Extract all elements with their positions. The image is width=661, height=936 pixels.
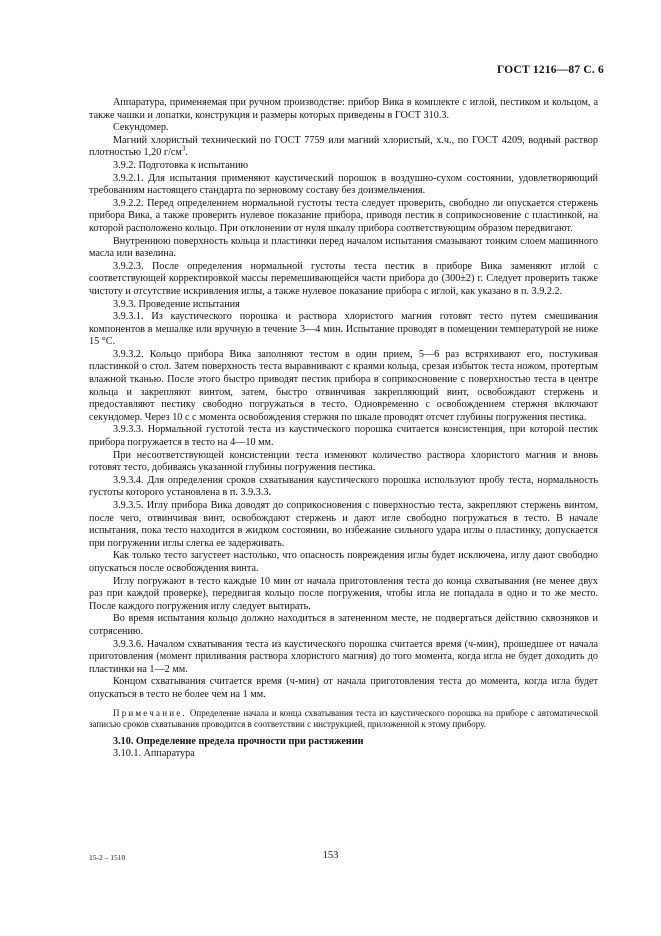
page-number: 153 <box>322 850 339 861</box>
paragraph-3-9-2-3: 3.9.2.3. После определения нормальной густоты теста пестик в приборе Вика заменяют иглой с соответствующей корректировкой массы перемешивающейся части прибора до (300±2) г. Следует проверить также чистоту и отсутствие искривления иглы, а также нулевое показание прибора с иглой, как указано в п. 3.9.2.2. <box>89 260 598 297</box>
paragraph-stopwatch: Секундомер. <box>113 122 169 134</box>
density-period: . <box>185 147 188 159</box>
paragraph-apparatus: Аппаратура, применяемая при ручном производстве: прибор Вика в комплекте с иглой, пестиком и кольцом, а также чашки и лопатки, конструкция и размеры которых приведены в ГОСТ 310.3. <box>89 97 598 121</box>
footer-code: 15-2 – 1510 <box>89 853 126 862</box>
paragraph-magnesium-chloride <box>89 135 598 160</box>
document-body <box>89 97 598 761</box>
paragraph-3-9-3-3: 3.9.3.3. Нормальной густотой теста из каустического порошка считается консистенция, при которой пестик прибора погружается в тесто на 4—10 мм. <box>89 424 598 449</box>
paragraph-consistency-adjust: При несоответствующей консистенции теста изменяют количество раствора хлористого магния и вновь готовят тесто, добиваясь указанной глубины погружения пестика. <box>89 449 598 474</box>
paragraph-ring-lubrication: Внутреннюю поверхность кольца и пластинки перед началом испытания смазывают тонким слоем машинного масла или вазелина. <box>89 235 598 260</box>
paragraph-needle-free-fall: Как только тесто загустеет настолько, что опасность повреждения иглы будет исключена, иглу дают свободно опускаться после освобождения винта. <box>89 550 598 574</box>
paragraph-shaded-place: Во время испытания кольцо должно находиться в затененном месте, не подвергаться действию сквозняков и сотрясению. <box>89 613 598 637</box>
section-title: 3.10. Определение предела прочности при растяжении <box>113 735 364 747</box>
paragraph-3-9-3-5: 3.9.3.5. Иглу прибора Вика доводят до соприкосновения с поверхностью теста, закрепляют стержень винтом, после чего, отвинчивая винт, освобождают стержень и дают игле свободно погружаться в тесто. В начале испытания, пока тесто находится в жидком состоянии, во избежание сильного удара иглы о пластинку, допускается при погружении иглы слегка ее задерживать. <box>89 500 598 549</box>
note-text: Определение начала и конца схватывания теста из каустического порошка на приборе с автоматической записью сроков схватывания проводится в соответствии с инструкцией, приложенной к этому прибору. <box>89 707 599 729</box>
paragraph-3-9-2: 3.9.2. Подготовка к испытанию <box>113 159 249 171</box>
note-label: Примечание. <box>113 707 187 718</box>
paragraph-setting-end: Концом схватывания считается время (ч-мин) от начала приготовления теста до момента, когда игла будет опускаться в тесто не более чем на 1 мм. <box>89 676 598 700</box>
cubic-superscript: 3 <box>181 144 186 153</box>
paragraph-3-9-2-1: 3.9.2.1. Для испытания применяют каустический порошок в воздушно-сухом состоянии, удовлетворяющий требованиям настоящего стандарта по зерновому составу без доизмельчения. <box>89 172 598 197</box>
paragraph-3-9-3-4: 3.9.3.4. Для определения сроков схватывания каустического порошка используют пробу теста, нормальность густоты которого установлена в п. 3.9.3.3. <box>89 474 598 499</box>
paragraph-3-9-3: 3.9.3. Проведение испытания <box>113 298 240 310</box>
note <box>89 708 598 730</box>
page-header: ГОСТ 1216—87 С. 6 <box>496 64 604 76</box>
paragraph-needle-interval: Иглу погружают в тесто каждые 10 мин от начала приготовления теста до конца схватывания (не менее двух раз при каждой проверке), передвигая кольцо после погружения, чтобы игла не попадала в одно и то же место. После каждого погружения иглу следует вытирать. <box>89 575 598 612</box>
section-subtitle: 3.10.1. Аппаратура <box>113 748 195 760</box>
paragraph-magnesium-chloride-text: Магний хлористый технический по ГОСТ 7759 или магний хлористый, х.ч., по ГОСТ 4209, водный раствор плотностью 1,20 г/см <box>89 134 598 159</box>
paragraph-3-9-3-2: 3.9.3.2. Кольцо прибора Вика заполняют тестом в один прием, 5—6 раз встряхивают его, постукивая пластинкой о стол. Затем поверхность теста выравнивают с краями кольца, срезая избыток теста ножом, протертым влажной тканью. После этого быстро приводят пестик прибора в соприкосновение с поверхностью теста в центре кольца и закрепляют винтом, затем, быстро отвинчивая закрепляющий винт, освобождают стержень и предоставляют пестику свободно погружаться в тесто. Одновременно с освобождением стержня включают секундомер. Через 10 с с момента освобождения стержня по шкале проводят отсчет глубины погружения пестика. <box>89 348 598 423</box>
paragraph-3-9-2-2: 3.9.2.2. Перед определением нормальной густоты теста следует проверить, свободно ли опускается стержень прибора Вика, а также проверить нулевое показание прибора, приводя пестик в соприкосновение с пластинкой, на которой расположено кольцо. При отклонении от нуля шкалу прибора соответствующим образом передвигают. <box>89 197 598 234</box>
paragraph-3-9-3-1: 3.9.3.1. Из каустического порошка и раствора хлористого магния готовят тесто путем смешивания компонентов в мешалке или вручную в течение 3—4 мин. Испытание проводят в помещении температурой не ниже 15 °С. <box>89 311 598 348</box>
paragraph-3-9-3-6: 3.9.3.6. Началом схватывания теста из каустического порошка считается время (ч-мин), прошедшее от начала приготовления (момент приливания раствора хлористого магния) до того момента, когда игла не будет доходить до пластинки на 1—2 мм. <box>89 638 598 675</box>
